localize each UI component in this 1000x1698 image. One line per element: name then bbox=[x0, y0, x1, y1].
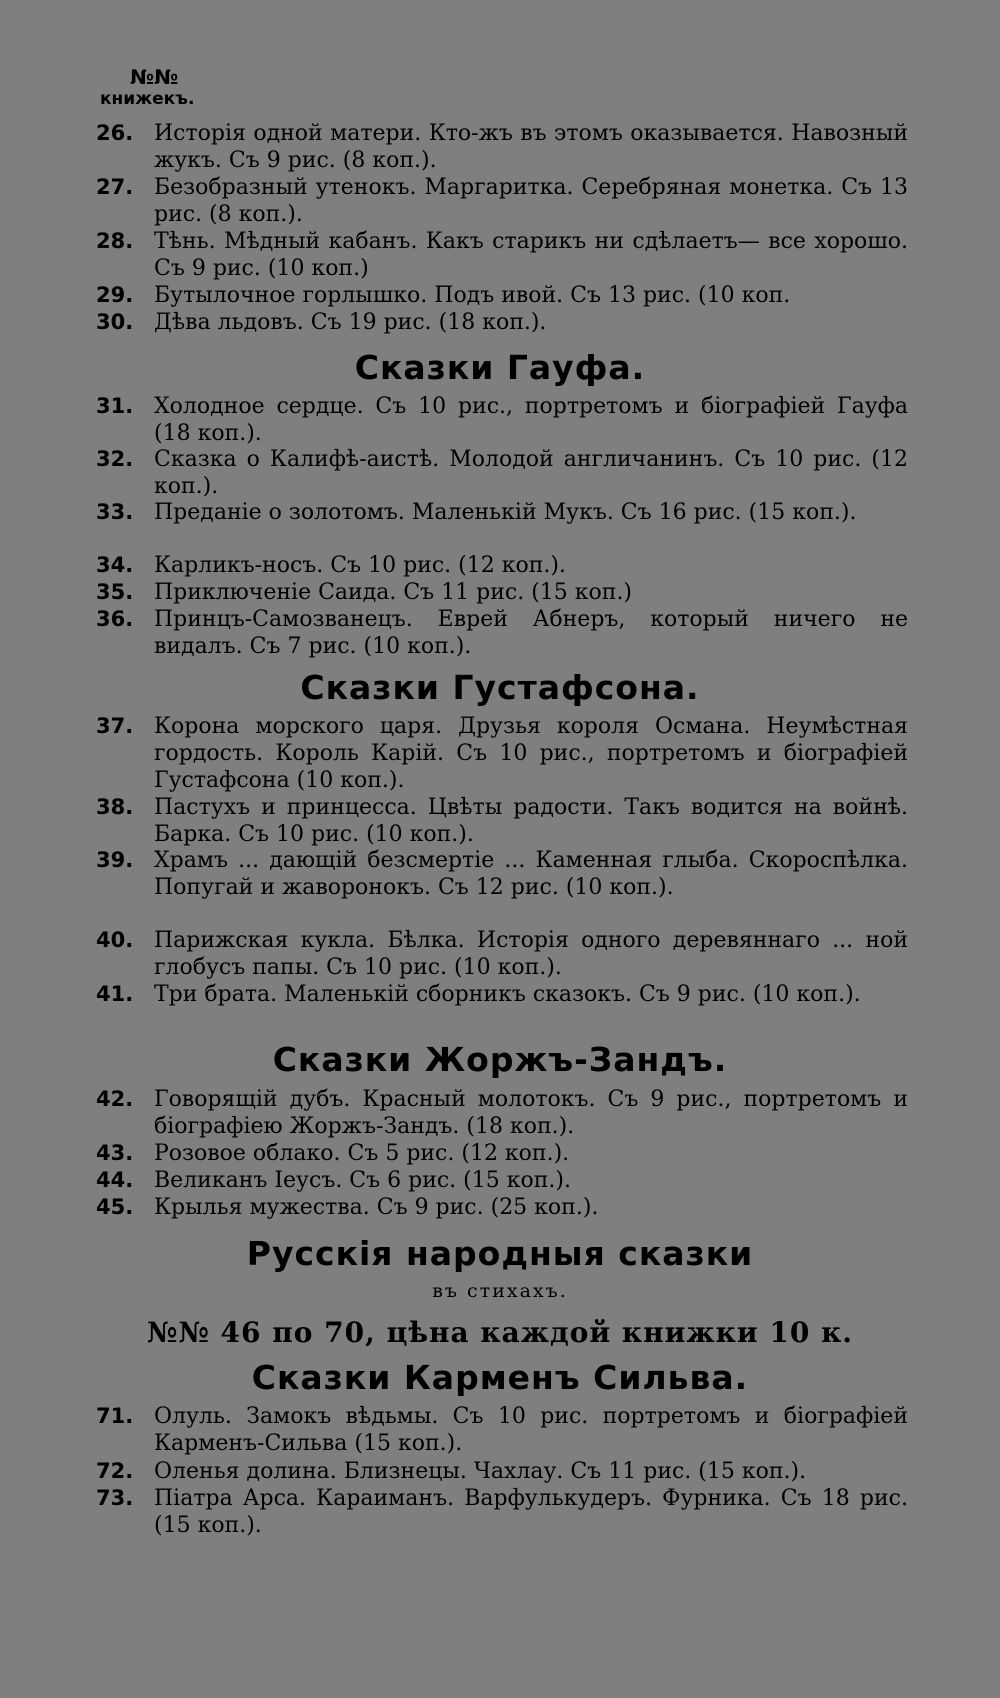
books-label: книжекъ. bbox=[100, 89, 195, 109]
entry-text: Тѣнь. Мѣдный кабанъ. Какъ старикъ ни сдѣлаетъ— все хорошо. Съ 9 рис. (10 коп.) bbox=[154, 229, 908, 281]
entry-number: 43. bbox=[96, 1141, 134, 1165]
entry-number: 45. bbox=[96, 1195, 134, 1219]
entry-number: 42. bbox=[96, 1087, 134, 1111]
list-item bbox=[96, 1086, 908, 1140]
entry-text: Парижская кукла. Бѣлка. Исторія одного деревяннаго ... ной глобусъ папы. Съ 10 рис. (10 коп.). bbox=[154, 928, 908, 980]
list-item bbox=[96, 1140, 908, 1167]
entry-number: 27. bbox=[96, 175, 134, 199]
entry-number: 28. bbox=[96, 229, 134, 253]
section-title-carmen: Сказки Карменъ Сильва. bbox=[251, 1358, 749, 1397]
list-item bbox=[96, 309, 908, 336]
list-item bbox=[96, 499, 908, 526]
entry-number: 38. bbox=[96, 795, 134, 819]
entry-text: Великанъ Іеусъ. Съ 6 рис. (15 коп.). bbox=[154, 1168, 571, 1193]
entry-text: Піатра Арса. Караиманъ. Варфулькудеръ. Фурника. Съ 18 рис. (15 коп.). bbox=[154, 1486, 908, 1538]
list-item bbox=[96, 794, 908, 848]
entry-number: 33. bbox=[96, 500, 134, 524]
entry-number: 32. bbox=[96, 447, 134, 471]
entry-text: Приключеніе Саида. Съ 11 рис. (15 коп.) bbox=[154, 580, 633, 605]
section-title-gustafson: Сказки Густафсона. bbox=[300, 668, 700, 707]
list-item bbox=[96, 120, 908, 174]
section-title-sand: Сказки Жоржъ-Зандъ. bbox=[272, 1040, 728, 1079]
list-item bbox=[96, 1167, 908, 1194]
entry-text: Розовое облако. Съ 5 рис. (12 коп.). bbox=[154, 1141, 570, 1166]
entry-text: Карликъ-носъ. Съ 10 рис. (12 коп.). bbox=[154, 553, 566, 578]
entry-text: Безобразный утенокъ. Маргаритка. Серебряная монетка. Съ 13 рис. (8 коп.). bbox=[154, 175, 908, 227]
list-item bbox=[96, 1485, 908, 1539]
entry-text: Холодное сердце. Съ 10 рис., портретомъ и біографіей Гауфа (18 коп.). bbox=[154, 394, 908, 446]
section-subtitle-russian: въ стихахъ. bbox=[432, 1280, 568, 1302]
list-item bbox=[96, 927, 908, 981]
entry-text: Корона морского царя. Друзья короля Османа. Неумѣстная гордость. Король Карій. Съ 10 рис., портретомъ и біографіей Густафсона (10 коп.). bbox=[154, 714, 908, 793]
entry-number: 37. bbox=[96, 714, 134, 738]
list-item bbox=[96, 847, 908, 901]
entry-text: Принцъ-Самозванецъ. Еврей Абнеръ, который ничего не видалъ. Съ 7 рис. (10 коп.). bbox=[154, 607, 908, 659]
numbers-mark: №№ bbox=[130, 65, 179, 89]
list-item bbox=[96, 1403, 908, 1457]
entry-number: 35. bbox=[96, 580, 134, 604]
entry-text: Храмъ ... дающій безсмертіе ... Каменная глыба. Скороспѣлка. Попугай и жаворонокъ. Съ 12 рис. (10 коп.). bbox=[154, 848, 908, 900]
list-item bbox=[96, 579, 908, 606]
list-item bbox=[96, 981, 908, 1008]
list-item bbox=[96, 174, 908, 228]
entry-number: 40. bbox=[96, 928, 134, 952]
entry-text: Дѣва льдовъ. Съ 19 рис. (18 коп.). bbox=[154, 310, 547, 335]
entry-number: 72. bbox=[96, 1459, 134, 1483]
entry-text: Бутылочное горлышко. Подъ ивой. Съ 13 рис. (10 коп. bbox=[154, 283, 791, 308]
entry-number: 39. bbox=[96, 848, 134, 872]
entry-text: Пастухъ и принцесса. Цвѣты радости. Такъ водится на войнѣ. Барка. Съ 10 рис. (10 коп.). bbox=[154, 795, 908, 847]
entry-number: 44. bbox=[96, 1168, 134, 1192]
entry-number: 71. bbox=[96, 1404, 134, 1428]
entry-text: Три брата. Маленькій сборникъ сказокъ. Съ 9 рис. (10 коп.). bbox=[154, 982, 861, 1007]
entry-number: 30. bbox=[96, 310, 134, 334]
list-item bbox=[96, 713, 908, 794]
entry-text: Преданіе о золотомъ. Маленькій Мукъ. Съ 16 рис. (15 коп.). bbox=[154, 500, 857, 525]
entry-text: Говорящій дубъ. Красный молотокъ. Съ 9 рис., портретомъ и біографіею Жоржъ-Зандъ. (18 коп.). bbox=[154, 1087, 908, 1139]
section-title-russian: Русскія народныя сказки bbox=[246, 1234, 754, 1273]
list-item bbox=[96, 552, 908, 579]
column-header bbox=[100, 66, 194, 110]
entry-number: 73. bbox=[96, 1486, 134, 1510]
entry-number: 29. bbox=[96, 283, 134, 307]
list-item bbox=[96, 228, 908, 282]
entry-number: 41. bbox=[96, 982, 134, 1006]
entry-text: Исторія одной матери. Кто-жъ въ этомъ оказывается. Навозный жукъ. Съ 9 рис. (8 коп.). bbox=[154, 121, 908, 173]
list-item bbox=[96, 1194, 908, 1221]
entry-text: Крылья мужества. Съ 9 рис. (25 коп.). bbox=[154, 1195, 599, 1220]
price-note: №№ 46 по 70, цѣна каждой книжки 10 к. bbox=[146, 1316, 854, 1349]
list-item bbox=[96, 282, 908, 309]
section-title-hauff: Сказки Гауфа. bbox=[354, 348, 646, 387]
list-item bbox=[96, 1458, 908, 1485]
list-item bbox=[96, 393, 908, 447]
entry-text: Оленья долина. Близнецы. Чахлау. Съ 11 рис. (15 коп.). bbox=[154, 1459, 807, 1484]
entry-number: 26. bbox=[96, 121, 134, 145]
list-item bbox=[96, 446, 908, 500]
entry-text: Сказка о Калифѣ-аистѣ. Молодой англичанинъ. Съ 10 рис. (12 коп.). bbox=[154, 447, 908, 499]
entry-number: 34. bbox=[96, 553, 134, 577]
entry-number: 31. bbox=[96, 394, 134, 418]
entry-text: Олуль. Замокъ вѣдьмы. Съ 10 рис. портретомъ и біографіей Карменъ-Сильва (15 коп.). bbox=[154, 1404, 908, 1456]
entry-number: 36. bbox=[96, 607, 134, 631]
list-item bbox=[96, 606, 908, 660]
